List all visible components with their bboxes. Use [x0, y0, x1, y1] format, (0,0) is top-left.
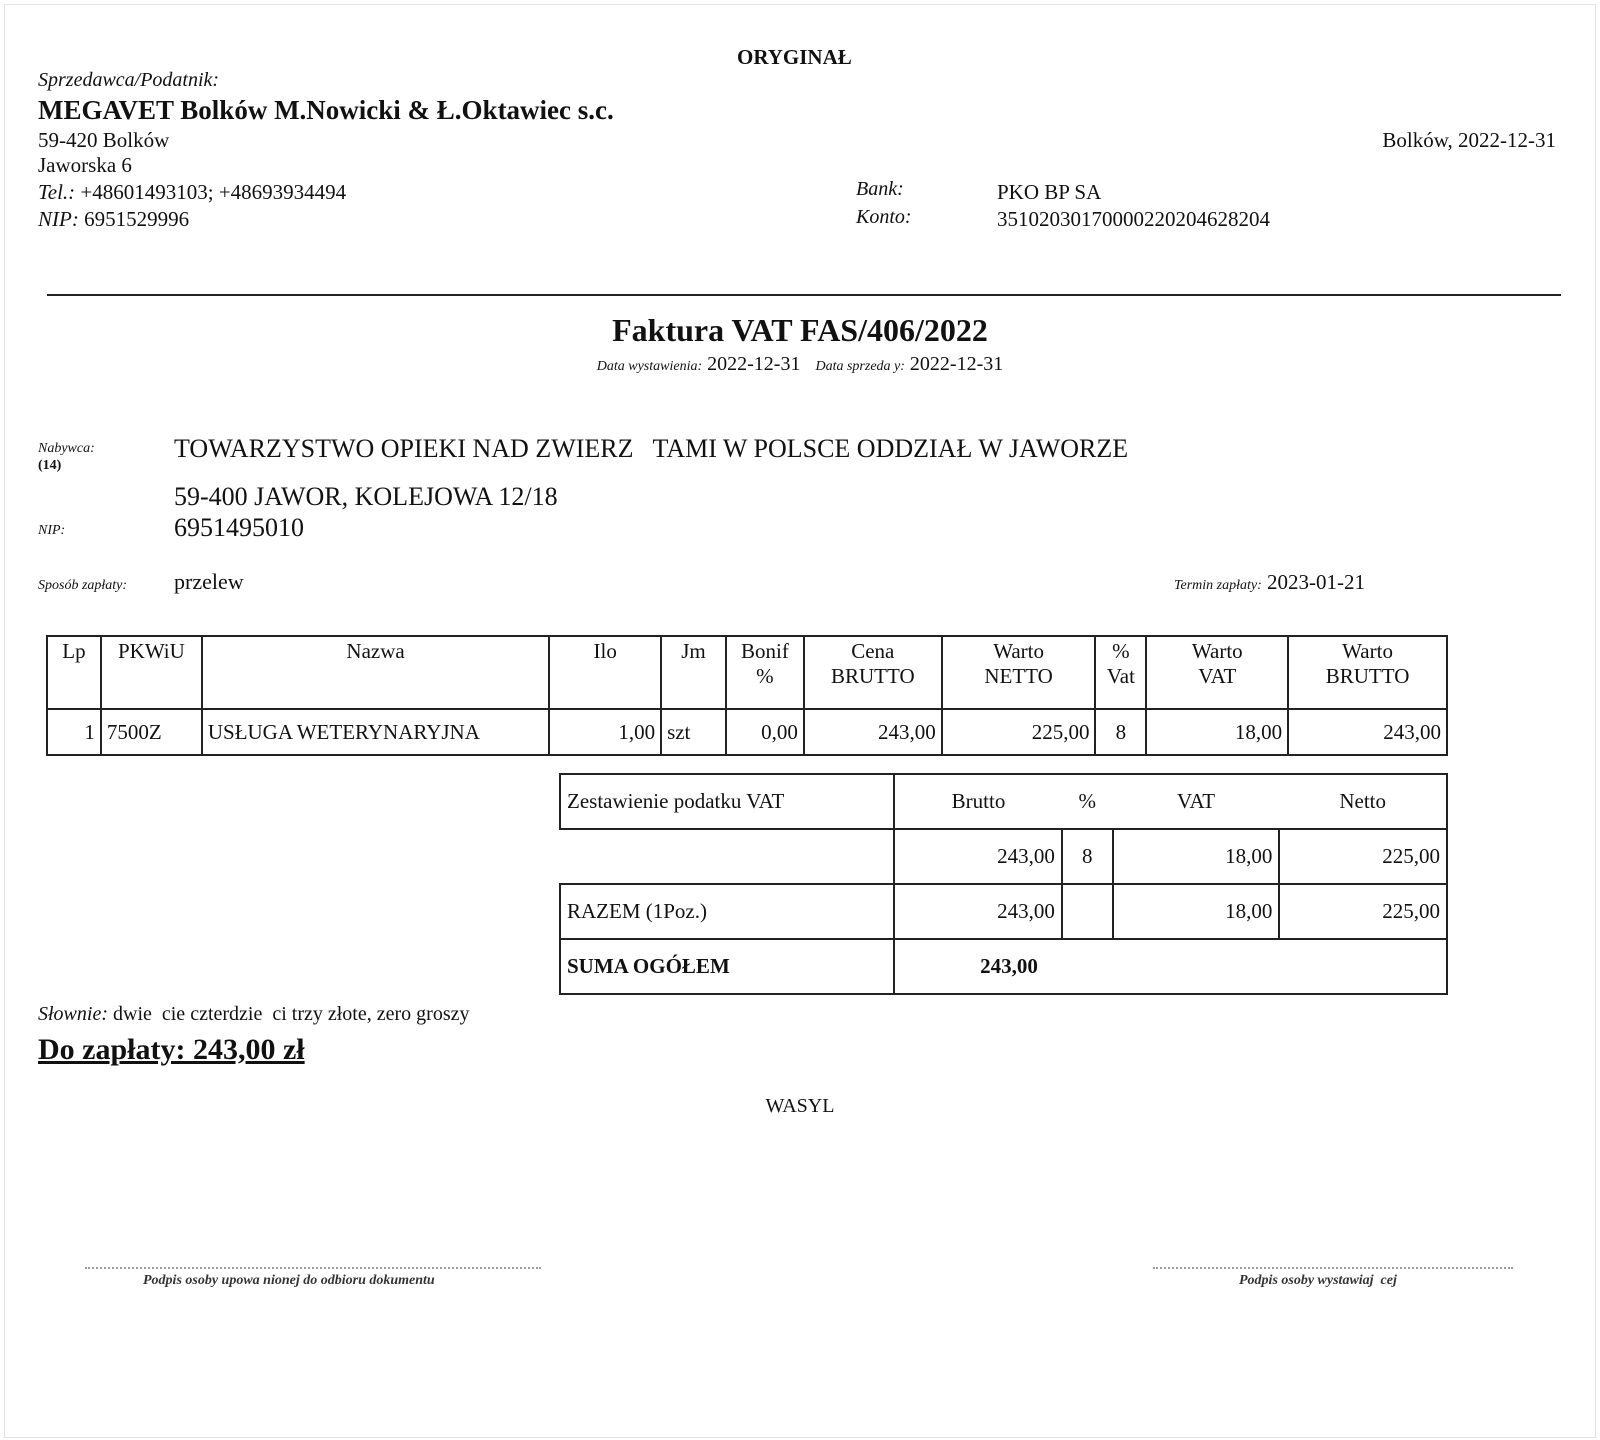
- payment-method-value: przelew: [174, 569, 244, 594]
- seller-address-line-1: 59-420 Bolków: [38, 128, 170, 152]
- seller-address-line-2: Jaworska 6: [38, 153, 132, 177]
- seller-name: MEGAVET Bolków M.Nowicki & Ł.Oktawiec s.c.: [38, 95, 614, 125]
- vat-total-label: RAZEM (1Poz.): [560, 884, 894, 939]
- cell-price-gross: 243,00: [804, 709, 942, 755]
- items-table: [46, 635, 1448, 756]
- issuer-name: WASYL: [765, 1095, 835, 1117]
- due-date-value: 2023-01-21: [1267, 570, 1366, 594]
- cell-gross-value: 243,00: [1288, 709, 1447, 755]
- grand-total-value: 243,00: [894, 939, 1062, 994]
- seller-label: Sprzedawca/Podatnik:: [38, 69, 220, 91]
- signature-caption-left: Podpis osoby upowa nionej do odbioru dokumentu: [143, 1273, 435, 1288]
- col-qty: Ilo: [549, 636, 661, 709]
- tel-label: Tel.:: [38, 180, 76, 204]
- bank-value: PKO BP SA: [997, 180, 1102, 204]
- invoice-page: [4, 4, 1596, 1438]
- vat-rate-netto: 225,00: [1279, 829, 1447, 884]
- vat-header-pct: %: [1062, 774, 1113, 829]
- vat-summary-title: Zestawienie podatku VAT: [560, 774, 894, 829]
- items-header-row: [47, 636, 1447, 709]
- col-vat-value: Warto VAT: [1146, 636, 1288, 709]
- vat-header-vat: VAT: [1113, 774, 1280, 829]
- col-price-gross: Cena BRUTTO: [804, 636, 942, 709]
- col-gross-value: Warto BRUTTO: [1288, 636, 1447, 709]
- vat-rate-row-empty: [560, 829, 894, 884]
- buyer-address: 59-400 JAWOR, KOLEJOWA 12/18: [174, 482, 558, 511]
- vat-rate-row: [560, 829, 1447, 884]
- signature-caption-right: Podpis osoby wystawiaj cej: [1239, 1273, 1397, 1288]
- nip-label: NIP:: [38, 207, 79, 231]
- words-label: Słownie:: [38, 1003, 108, 1025]
- tel-value: +48601493103; +48693934494: [80, 180, 347, 204]
- vat-total-pct: [1062, 884, 1113, 939]
- nip-value: 6951529996: [84, 207, 190, 231]
- buyer-nip-label: NIP:: [38, 523, 66, 538]
- account-value: 35102030170000220204628204: [997, 207, 1270, 231]
- vat-total-row: [560, 884, 1447, 939]
- vat-rate-brutto: 243,00: [894, 829, 1062, 884]
- buyer-code: (14): [38, 458, 62, 473]
- buyer-label: Nabywca:: [38, 441, 95, 456]
- copy-label: ORYGINAŁ: [737, 45, 852, 69]
- sale-date-value: 2022-12-31: [909, 353, 1004, 375]
- invoice-title: Faktura VAT FAS/406/2022: [612, 312, 988, 348]
- vat-grand-total-row: [560, 939, 1447, 994]
- due-date: [1174, 570, 1365, 595]
- seller-nip: [38, 207, 189, 232]
- payment-method-label: Sposób zapłaty:: [38, 578, 128, 593]
- words-value: dwie cie czterdzie ci trzy złote, zero groszy: [113, 1003, 470, 1025]
- signature-line-left: [85, 1267, 541, 1269]
- vat-total-brutto: 243,00: [894, 884, 1062, 939]
- sale-date-label: Data sprzeda y:: [815, 359, 905, 374]
- col-lp: Lp: [47, 636, 101, 709]
- place-date: Bolków, 2022-12-31: [1382, 128, 1556, 152]
- cell-name: USŁUGA WETERYNARYJNA: [202, 709, 549, 755]
- cell-net-value: 225,00: [942, 709, 1096, 755]
- header-divider: [47, 294, 1561, 296]
- amount-to-pay: Do zapłaty: 243,00 zł: [38, 1033, 305, 1066]
- due-date-label: Termin zapłaty:: [1174, 578, 1262, 593]
- buyer-name: TOWARZYSTWO OPIEKI NAD ZWIERZ TAMI W POLSCE ODDZIAŁ W JAWORZE: [174, 434, 1129, 463]
- grand-total-label: SUMA OGÓŁEM: [560, 939, 894, 994]
- cell-pkwiu: 7500Z: [101, 709, 202, 755]
- cell-vat-value: 18,00: [1146, 709, 1288, 755]
- buyer-nip-value: 6951495010: [174, 513, 304, 542]
- bank-label: Bank:: [856, 178, 904, 200]
- seller-phone: [38, 180, 346, 205]
- vat-summary-header-row: [560, 774, 1447, 829]
- table-row: [47, 709, 1447, 755]
- cell-qty: 1,00: [549, 709, 661, 755]
- vat-rate-pct: 8: [1062, 829, 1113, 884]
- col-discount: Bonif %: [726, 636, 804, 709]
- vat-summary-table: [559, 773, 1448, 995]
- vat-header-brutto: Brutto: [894, 774, 1062, 829]
- cell-lp: 1: [47, 709, 101, 755]
- col-pkwiu: PKWiU: [101, 636, 202, 709]
- col-vat-rate: % Vat: [1095, 636, 1146, 709]
- vat-rate-vat: 18,00: [1113, 829, 1280, 884]
- issue-date-value: 2022-12-31: [707, 353, 801, 375]
- invoice-dates: [5, 353, 1595, 376]
- signature-line-right: [1153, 1267, 1513, 1269]
- col-name: Nazwa: [202, 636, 549, 709]
- vat-total-netto: 225,00: [1279, 884, 1447, 939]
- cell-unit: szt: [661, 709, 726, 755]
- amount-in-words: [38, 1003, 469, 1026]
- issue-date-label: Data wystawienia:: [596, 359, 703, 374]
- vat-total-vat: 18,00: [1113, 884, 1280, 939]
- cell-vat-rate: 8: [1095, 709, 1146, 755]
- vat-header-netto: Netto: [1279, 774, 1447, 829]
- cell-discount: 0,00: [726, 709, 804, 755]
- col-net-value: Warto NETTO: [942, 636, 1096, 709]
- col-unit: Jm: [661, 636, 726, 709]
- account-label: Konto:: [856, 206, 912, 228]
- grand-total-filler: [1062, 939, 1447, 994]
